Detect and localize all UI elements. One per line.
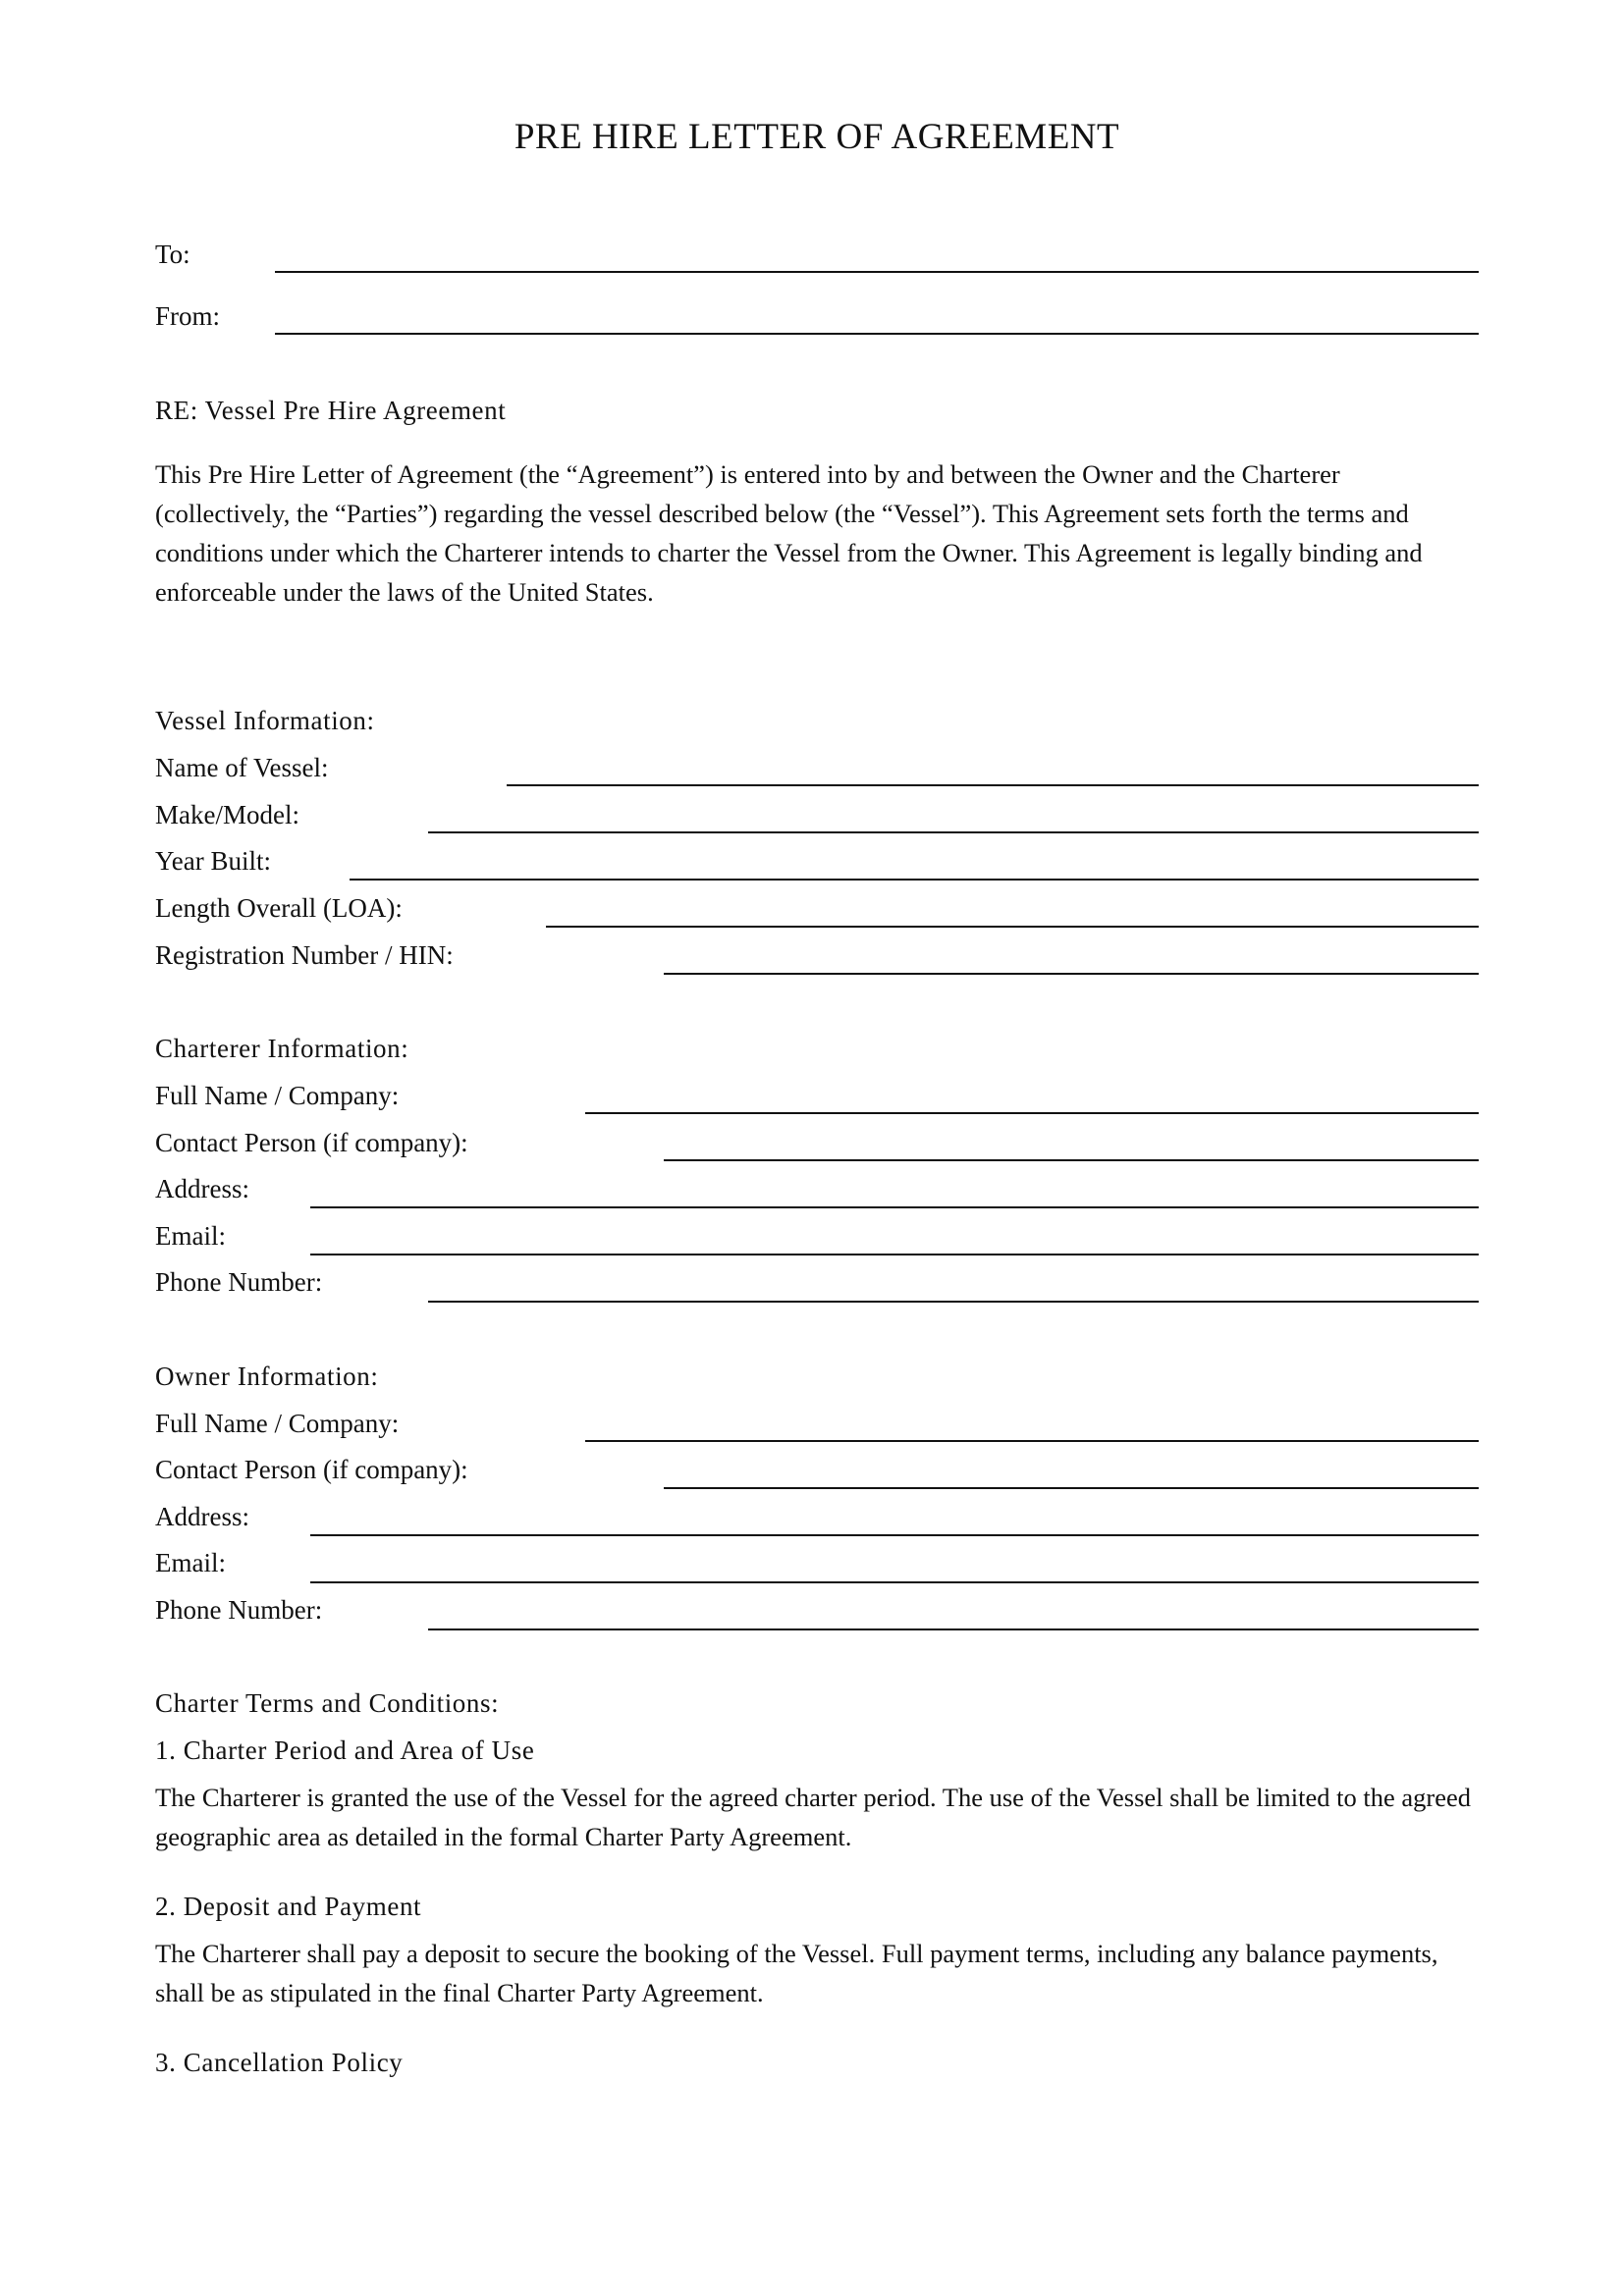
vessel-loa-field[interactable] (155, 893, 1479, 933)
charterer-name-line[interactable] (585, 1112, 1479, 1114)
charterer-phone-label: Phone Number: (155, 1267, 323, 1297)
vessel-year-field[interactable] (155, 846, 1479, 885)
document-title: PRE HIRE LETTER OF AGREEMENT (514, 117, 1120, 157)
terms-heading: Charter Terms and Conditions: (155, 1688, 500, 1718)
owner-phone-label: Phone Number: (155, 1595, 323, 1625)
owner-email-label: Email: (155, 1548, 226, 1577)
owner-contact-field[interactable] (155, 1455, 1479, 1494)
to-line[interactable] (275, 271, 1479, 273)
from-field[interactable] (155, 301, 1479, 341)
section3-title: 3. Cancellation Policy (155, 2048, 404, 2077)
charterer-name-field[interactable] (155, 1081, 1479, 1120)
owner-phone-field[interactable] (155, 1595, 1479, 1634)
charterer-address-line[interactable] (310, 1206, 1479, 1208)
owner-email-field[interactable] (155, 1548, 1479, 1587)
to-field[interactable] (155, 240, 1479, 279)
vessel-year-line[interactable] (350, 879, 1479, 881)
owner-contact-label: Contact Person (if company): (155, 1455, 468, 1484)
owner-address-field[interactable] (155, 1502, 1479, 1541)
vessel-loa-line[interactable] (546, 926, 1479, 928)
charterer-name-label: Full Name / Company: (155, 1081, 400, 1110)
charterer-email-line[interactable] (310, 1254, 1479, 1255)
charterer-contact-label: Contact Person (if company): (155, 1128, 468, 1157)
vessel-make-line[interactable] (428, 831, 1479, 833)
document-page (155, 0, 1479, 2296)
vessel-reg-line[interactable] (664, 973, 1479, 975)
vessel-info-heading: Vessel Information: (155, 706, 375, 735)
vessel-loa-label: Length Overall (LOA): (155, 893, 403, 923)
vessel-name-field[interactable] (155, 753, 1479, 792)
vessel-make-label: Make/Model: (155, 800, 299, 829)
owner-name-label: Full Name / Company: (155, 1409, 400, 1438)
vessel-name-line[interactable] (507, 784, 1479, 786)
charterer-contact-field[interactable] (155, 1128, 1479, 1167)
charterer-email-field[interactable] (155, 1221, 1479, 1260)
from-line[interactable] (275, 333, 1479, 335)
section2-title: 2. Deposit and Payment (155, 1892, 422, 1921)
from-label: From: (155, 301, 221, 331)
owner-contact-line[interactable] (664, 1487, 1479, 1489)
charterer-contact-line[interactable] (664, 1159, 1479, 1161)
section1-text: The Charterer is granted the use of the Vessel for the agreed charter period. The use of the Vessel shall be limited to the agreed geographic area as detailed in the formal Charter Party Agreement. (155, 1783, 1471, 1851)
charterer-address-field[interactable] (155, 1174, 1479, 1213)
re-line: RE: Vessel Pre Hire Agreement (155, 396, 507, 425)
owner-address-line[interactable] (310, 1534, 1479, 1536)
owner-name-field[interactable] (155, 1409, 1479, 1448)
owner-info-heading: Owner Information: (155, 1362, 379, 1391)
charterer-phone-field[interactable] (155, 1267, 1479, 1307)
charterer-info-heading: Charterer Information: (155, 1034, 409, 1063)
owner-email-line[interactable] (310, 1581, 1479, 1583)
vessel-name-label: Name of Vessel: (155, 753, 329, 782)
intro-paragraph: This Pre Hire Letter of Agreement (the “Agreement”) is entered into by and between the Owner and the Charterer (collectively, the “Parties”) regarding the vessel described below (the “Vessel”). This Agreement sets forth the terms and conditions under which the Charterer intends to charter the Vessel from the Owner. This Agreement is legally binding and enforceable under the laws of the United States. (155, 459, 1423, 607)
vessel-reg-field[interactable] (155, 940, 1479, 980)
vessel-make-field[interactable] (155, 800, 1479, 839)
vessel-year-label: Year Built: (155, 846, 272, 876)
charterer-address-label: Address: (155, 1174, 249, 1203)
owner-name-line[interactable] (585, 1440, 1479, 1442)
to-label: To: (155, 240, 190, 269)
charterer-phone-line[interactable] (428, 1301, 1479, 1303)
section2-text: The Charterer shall pay a deposit to secure the booking of the Vessel. Full payment terms, including any balance payments, shall be as stipulated in the final Charter Party Agreement. (155, 1939, 1438, 2007)
owner-phone-line[interactable] (428, 1629, 1479, 1630)
owner-address-label: Address: (155, 1502, 249, 1531)
section1-title: 1. Charter Period and Area of Use (155, 1735, 535, 1765)
charterer-email-label: Email: (155, 1221, 226, 1251)
vessel-reg-label: Registration Number / HIN: (155, 940, 454, 970)
